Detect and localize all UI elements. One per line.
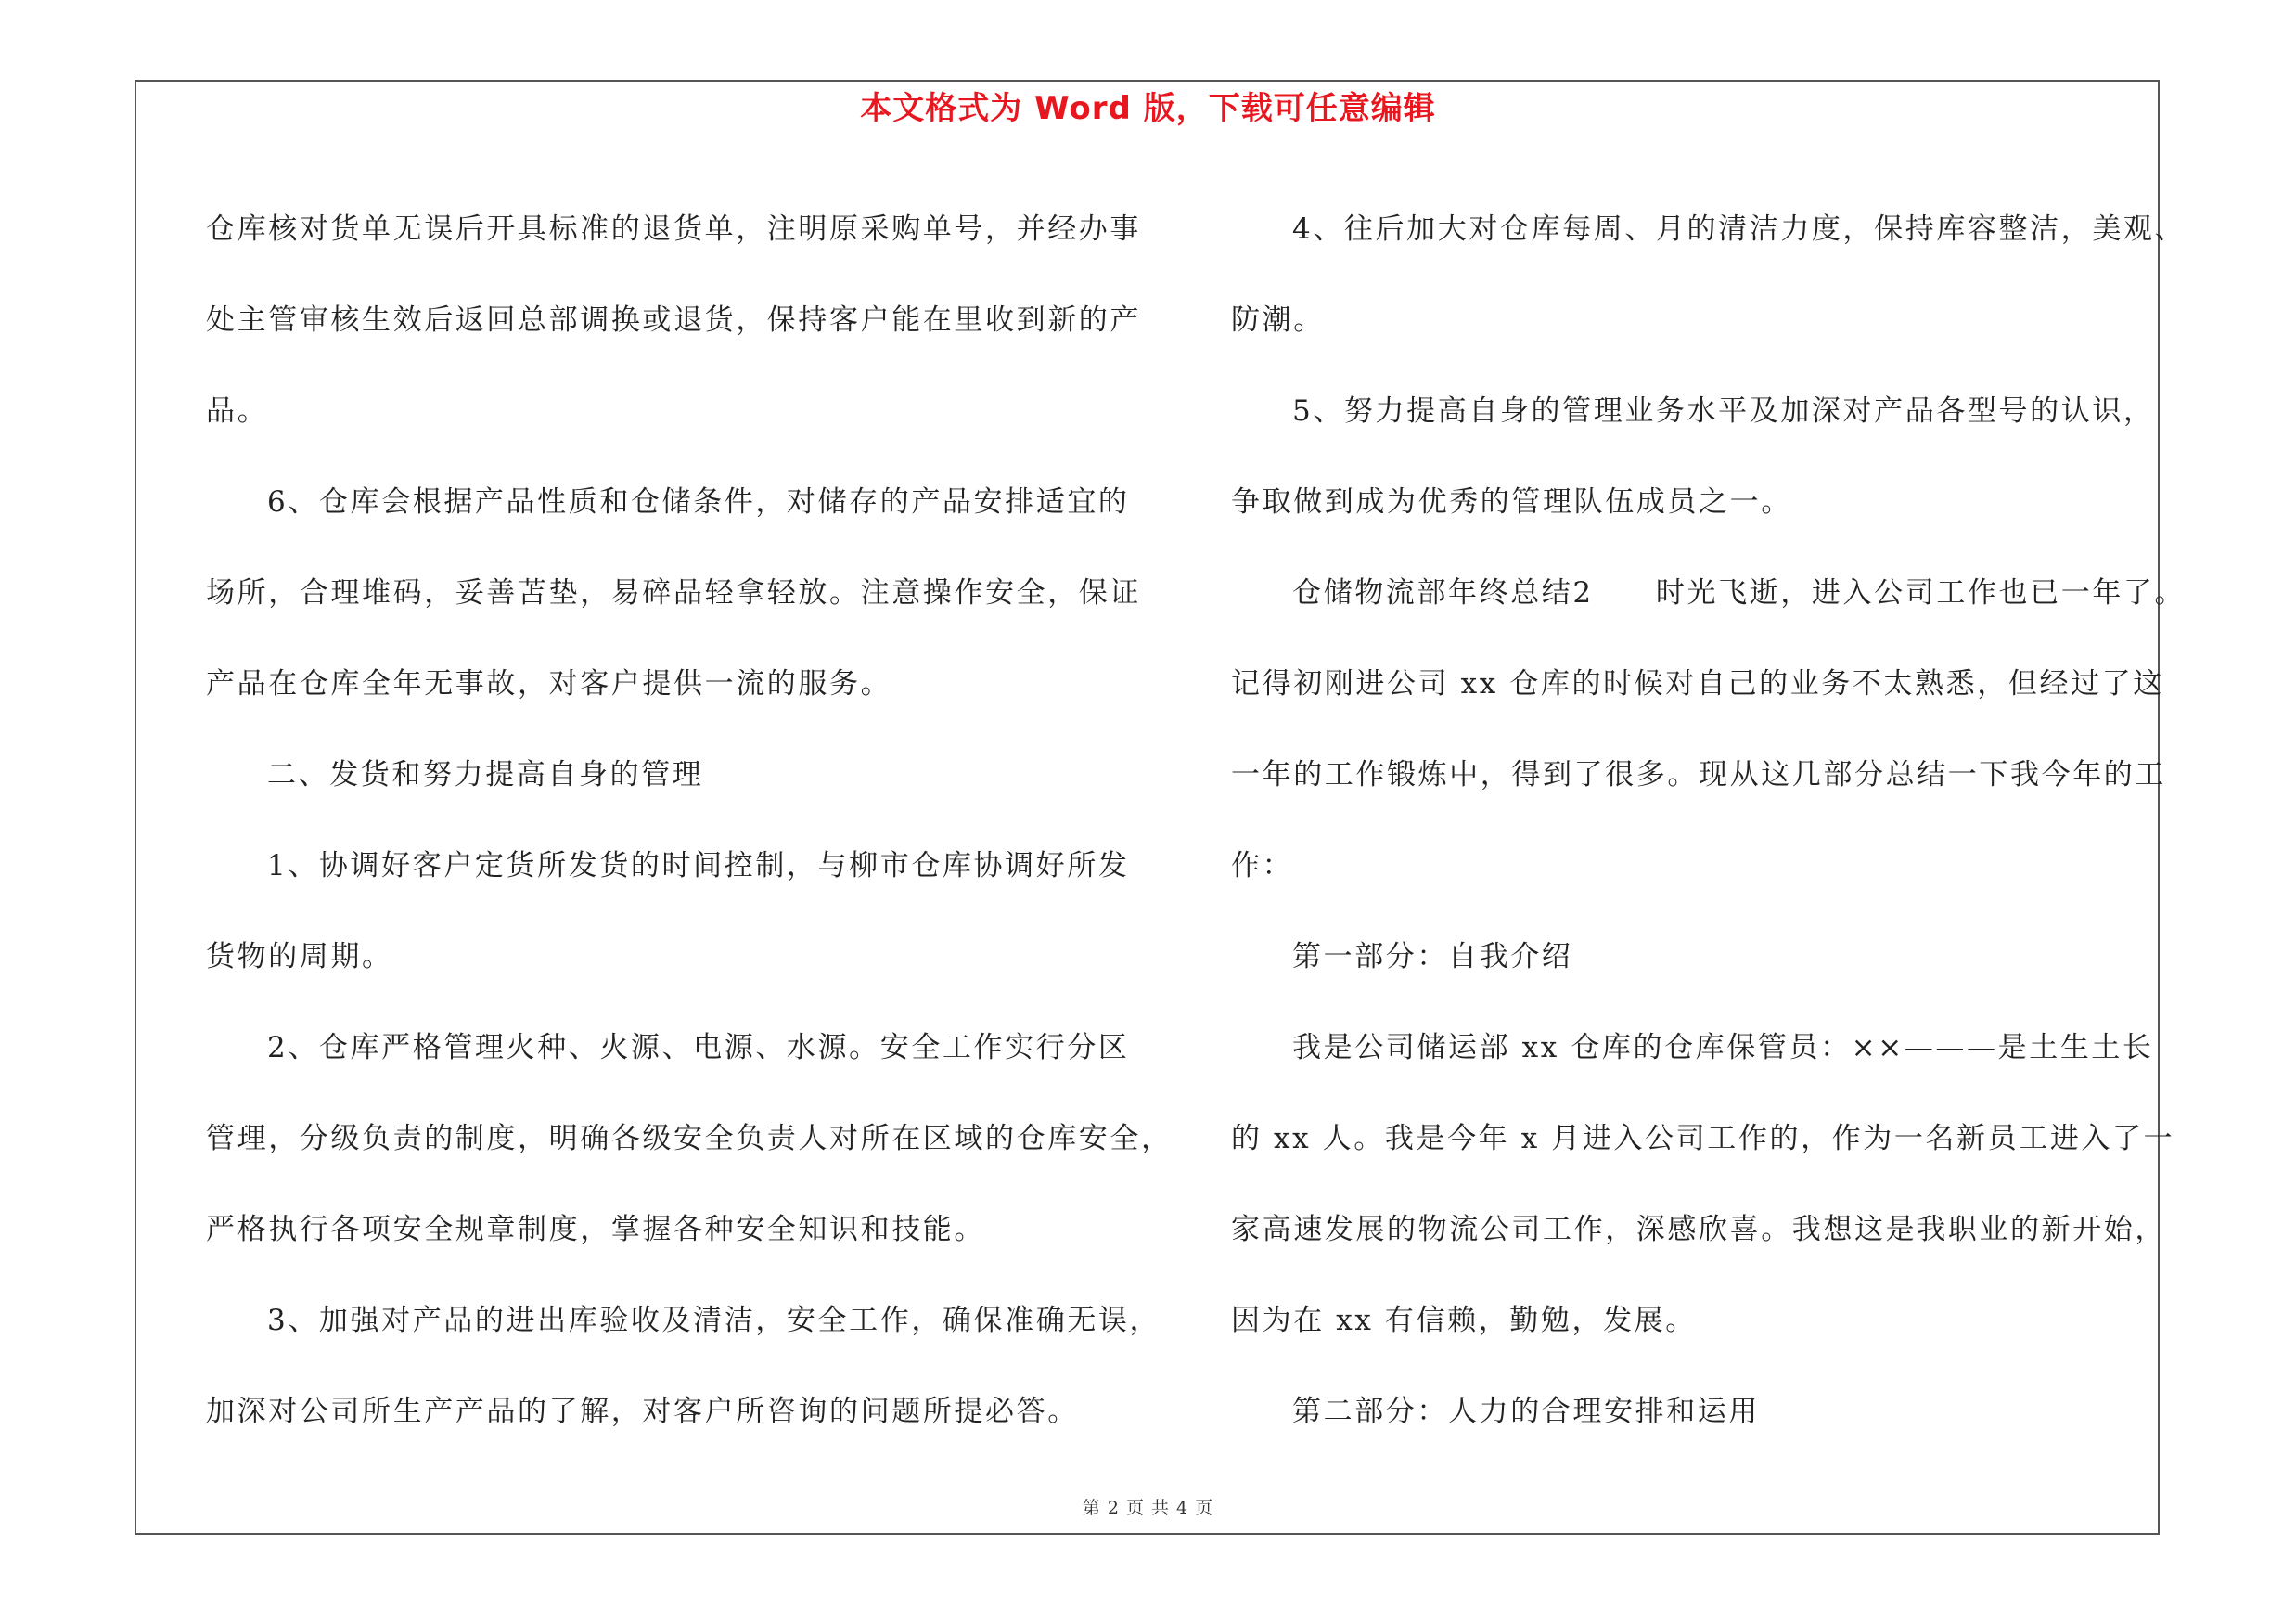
text-line: 的 xx 人。我是今年 x 月进入公司工作的，作为一名新员工进入了一 <box>1231 1122 2175 1155</box>
text-line: 处主管审核生效后返回总部调换或退货，保持客户能在里收到新的产 <box>206 303 1141 337</box>
right-column <box>1231 184 2187 1457</box>
text-line: 4、往后加大对仓库每周、月的清洁力度，保持库容整洁，美观、 <box>1292 213 2187 246</box>
text-line: 品。 <box>206 394 269 428</box>
text-line: 一年的工作锻炼中，得到了很多。现从这几部分总结一下我今年的工 <box>1231 758 2166 792</box>
text-line: 家高速发展的物流公司工作，深感欣喜。我想这是我职业的新开始， <box>1231 1213 2166 1246</box>
section-heading: 第二部分：人力的合理安排和运用 <box>1292 1395 1760 1428</box>
text-line: 我是公司储运部 xx 仓库的仓库保管员：××———是土生土长 <box>1292 1031 2154 1064</box>
text-line: 场所，合理堆码，妥善苫垫，易碎品轻拿轻放。注意操作安全，保证 <box>206 576 1141 610</box>
section-heading: 二、发货和努力提高自身的管理 <box>267 758 704 792</box>
text-line: 严格执行各项安全规章制度，掌握各种安全知识和技能。 <box>206 1213 985 1246</box>
text-line: 因为在 xx 有信赖，勤勉，发展。 <box>1231 1304 1697 1337</box>
text-line: 6、仓库会根据产品性质和仓储条件，对储存的产品安排适宜的 <box>267 485 1130 519</box>
text-line: 作： <box>1231 849 1294 882</box>
text-line: 争取做到成为优秀的管理队伍成员之一。 <box>1231 485 1792 519</box>
text-line: 防潮。 <box>1231 303 1325 337</box>
text-line: 管理，分级负责的制度，明确各级安全负责人对所在区域的仓库安全， <box>206 1122 1173 1155</box>
text-line: 仓储物流部年终总结2 时光飞逝，进入公司工作也已一年了。 <box>1292 576 2187 610</box>
text-line: 3、加强对产品的进出库验收及清洁，安全工作，确保准确无误， <box>267 1304 1161 1337</box>
text-line: 加深对公司所生产产品的了解，对客户所咨询的问题所提必答。 <box>206 1395 1079 1428</box>
left-column <box>206 184 1173 1457</box>
text-line: 2、仓库严格管理火种、火源、电源、水源。安全工作实行分区 <box>267 1031 1130 1064</box>
text-line: 1、协调好客户定货所发货的时间控制，与柳市仓库协调好所发 <box>267 849 1130 882</box>
text-line: 产品在仓库全年无事故，对客户提供一流的服务。 <box>206 667 892 701</box>
section-heading: 第一部分：自我介绍 <box>1292 940 1573 973</box>
format-banner: 本文格式为 Word 版，下载可任意编辑 <box>860 90 1436 127</box>
text-line: 仓库核对货单无误后开具标准的退货单，注明原采购单号，并经办事 <box>206 213 1141 246</box>
text-line: 记得初刚进公司 xx 仓库的时候对自己的业务不太熟悉，但经过了这 <box>1231 667 2164 701</box>
page-number-footer: 第 2 页 共 4 页 <box>1082 1498 1214 1518</box>
text-line: 5、努力提高自身的管理业务水平及加深对产品各型号的认识， <box>1292 394 2155 428</box>
text-line: 货物的周期。 <box>206 940 393 973</box>
